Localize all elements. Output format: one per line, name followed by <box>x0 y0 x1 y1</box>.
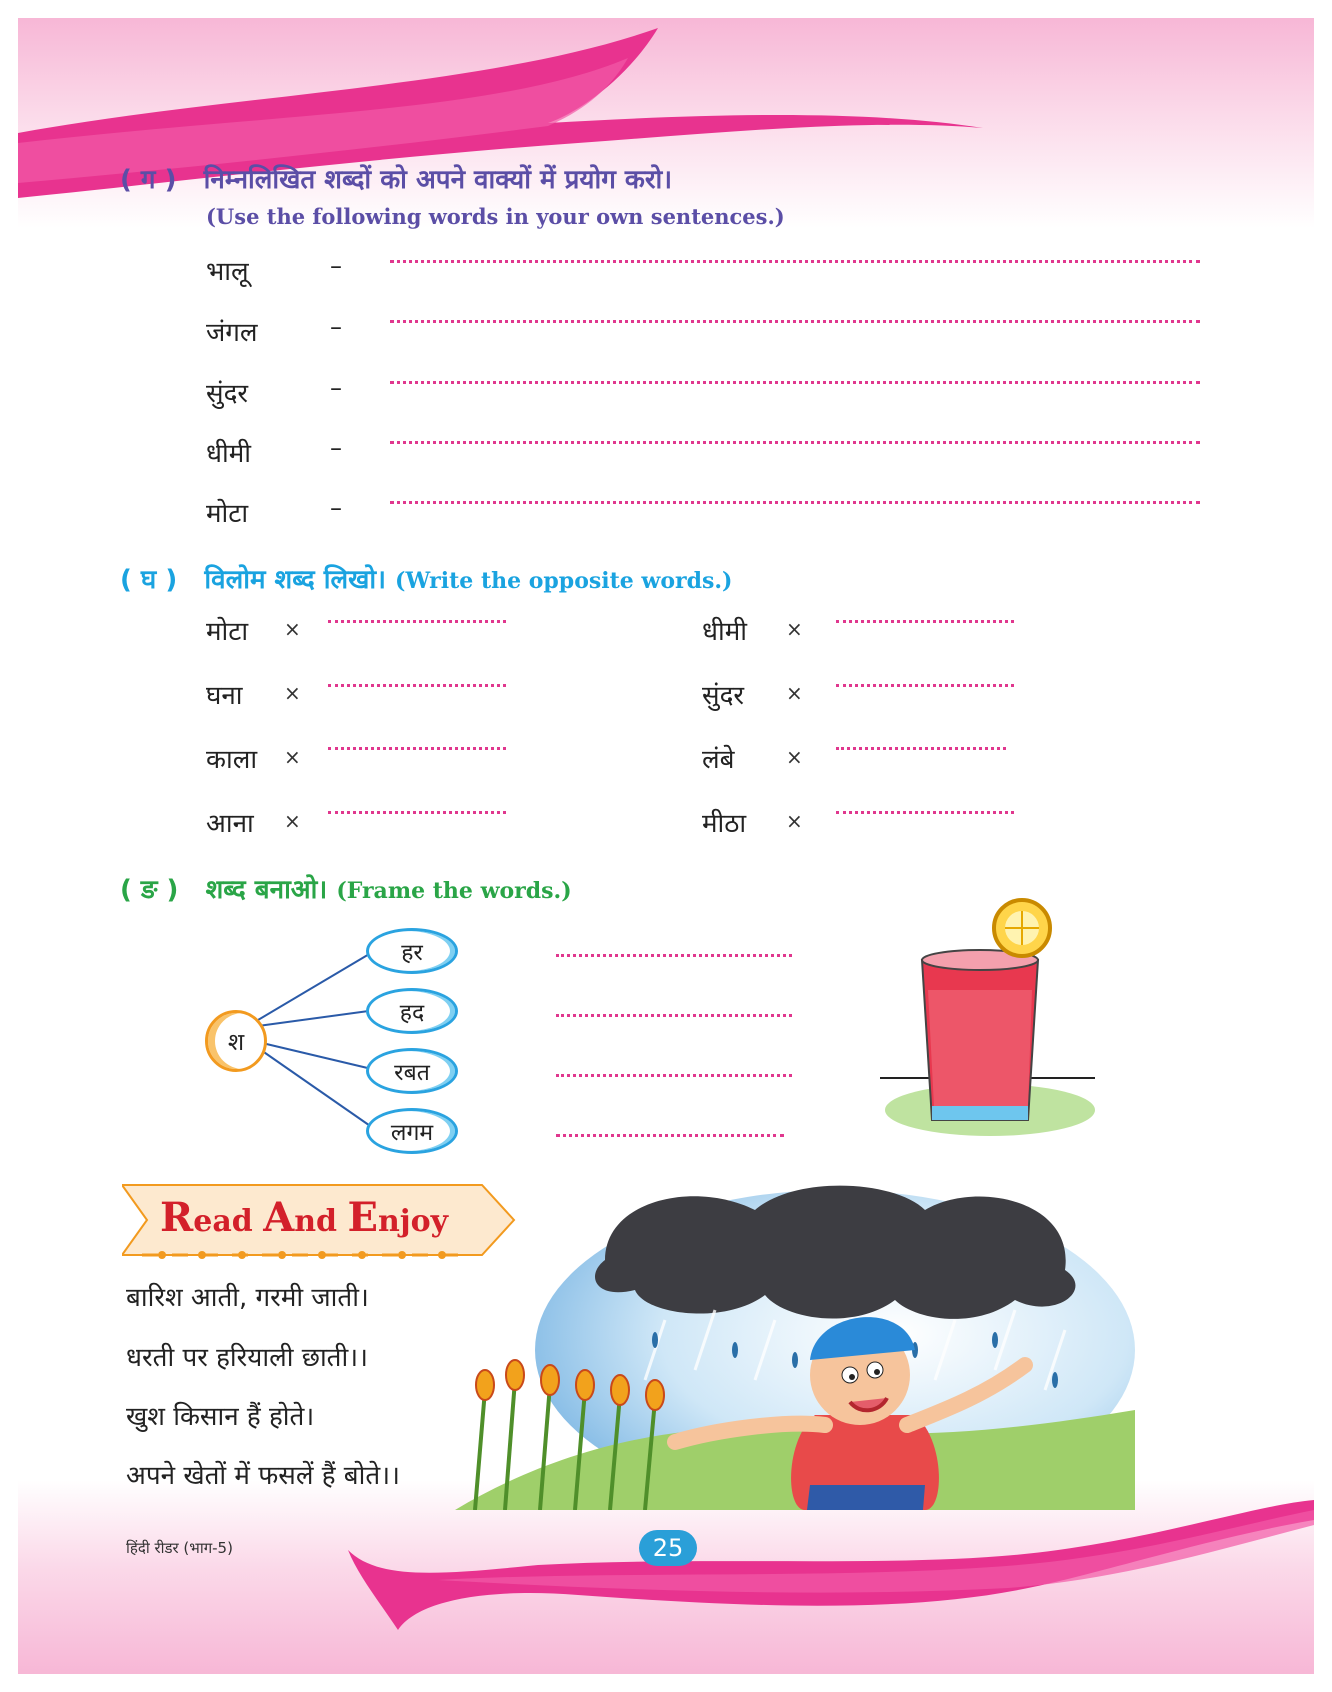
answer-line[interactable] <box>836 684 1014 687</box>
title-initial: A <box>263 1194 295 1241</box>
cross-sign: × <box>786 681 803 705</box>
poem-line: अपने खेतों में फसलें हैं बोते।। <box>126 1461 400 1491</box>
opposite-word: घना <box>206 681 243 711</box>
opposite-word: लंबे <box>702 745 735 775</box>
section-g-subheading: (Use the following words in your own sentences.) <box>206 204 785 229</box>
cross-sign: × <box>786 745 803 769</box>
answer-line[interactable] <box>328 620 506 623</box>
title-initial: E <box>347 1194 378 1241</box>
answer-line[interactable] <box>556 954 792 957</box>
section-ng-title: शब्द बनाओ। <box>205 875 328 905</box>
rain-boy-illustration <box>455 1180 1135 1510</box>
opposite-word: मोटा <box>206 617 249 647</box>
opposite-word: काला <box>206 745 258 775</box>
word-dheemi: धीमी <box>206 439 252 469</box>
juice-glass-illustration <box>870 880 1120 1140</box>
answer-line[interactable] <box>836 811 1014 814</box>
word-part-bubble: हर <box>366 928 458 974</box>
poem-line: धरती पर हरियाली छाती।। <box>126 1343 368 1373</box>
section-gh-heading <box>120 560 732 596</box>
title-word: ead <box>193 1204 264 1239</box>
cross-sign: × <box>284 617 301 641</box>
section-g-heading <box>120 160 672 196</box>
word-mota: मोटा <box>206 499 249 529</box>
footer-book-title: हिंदी रीडर (भाग-5) <box>126 1539 233 1557</box>
answer-line[interactable] <box>556 1014 792 1017</box>
section-g-title: निम्नलिखित शब्दों को अपने वाक्यों में प्रयोग करो। <box>203 165 673 195</box>
title-word: njoy <box>377 1204 449 1239</box>
answer-line[interactable] <box>390 381 1200 384</box>
cross-sign: × <box>786 809 803 833</box>
section-ng-heading <box>120 870 572 906</box>
section-ng-label: ( ङ ) <box>120 875 179 905</box>
title-word: nd <box>294 1204 348 1239</box>
poem-line: खुश किसान हैं होते। <box>126 1402 315 1432</box>
answer-line[interactable] <box>836 747 1006 750</box>
poem-line: बारिश आती, गरमी जाती। <box>126 1283 369 1313</box>
answer-line[interactable] <box>390 260 1200 263</box>
answer-line[interactable] <box>390 501 1200 504</box>
answer-line[interactable] <box>556 1134 784 1137</box>
answer-line[interactable] <box>836 620 1014 623</box>
root-letter-circle: श <box>205 1010 267 1072</box>
word-sundar: सुंदर <box>206 379 249 409</box>
opposite-word: आना <box>206 809 254 839</box>
opposite-word: मीठा <box>702 809 747 839</box>
opposite-word: सुंदर <box>702 681 745 711</box>
dash: – <box>330 434 342 462</box>
section-gh-label: ( घ ) <box>120 565 178 595</box>
word-jungle: जंगल <box>206 318 258 348</box>
section-gh-title: विलोम शब्द लिखो। <box>204 565 386 595</box>
section-ng-title-en: (Frame the words.) <box>336 878 572 904</box>
section-g-label: ( ग ) <box>120 165 177 195</box>
opposite-word: धीमी <box>702 617 748 647</box>
answer-line[interactable] <box>328 684 506 687</box>
cross-sign: × <box>786 617 803 641</box>
word-part-bubble: लगम <box>366 1108 458 1154</box>
word-bhalu: भालू <box>206 257 249 287</box>
section-gh-title-en: (Write the opposite words.) <box>395 568 733 594</box>
read-enjoy-title <box>160 1194 448 1241</box>
word-part-bubble: रबत <box>366 1048 458 1094</box>
dash: – <box>330 252 342 280</box>
word-part-bubble: हद <box>366 988 458 1034</box>
dash: – <box>330 374 342 402</box>
page-number-badge: 25 <box>639 1530 697 1566</box>
answer-line[interactable] <box>390 320 1200 323</box>
answer-line[interactable] <box>328 747 506 750</box>
answer-line[interactable] <box>390 441 1200 444</box>
cross-sign: × <box>284 745 301 769</box>
cross-sign: × <box>284 809 301 833</box>
answer-line[interactable] <box>556 1074 792 1077</box>
dash: – <box>330 494 342 522</box>
top-swoosh <box>18 18 1314 228</box>
title-initial: R <box>160 1194 194 1241</box>
cross-sign: × <box>284 681 301 705</box>
dash: – <box>330 313 342 341</box>
answer-line[interactable] <box>328 811 506 814</box>
